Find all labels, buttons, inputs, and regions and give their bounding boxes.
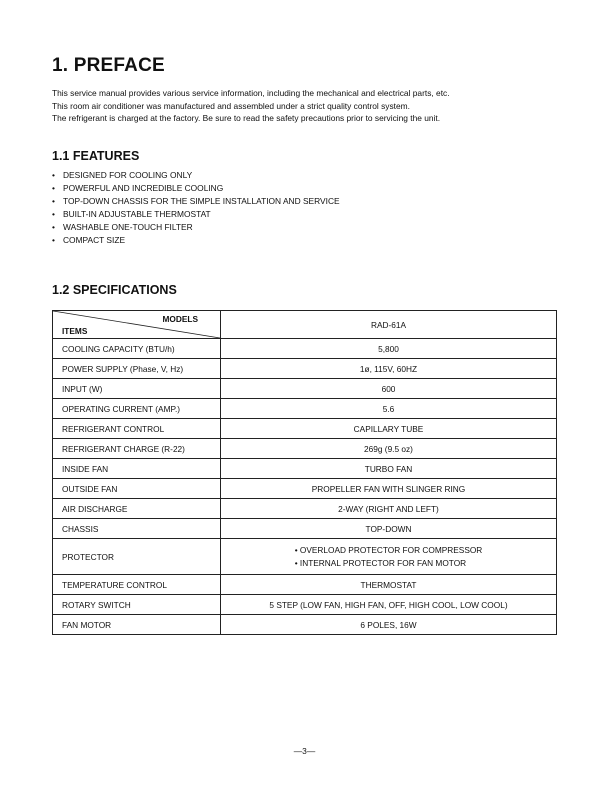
list-item: • INTERNAL PROTECTOR FOR FAN MOTOR: [294, 557, 467, 568]
spec-value: 1ø, 115V, 60HZ: [221, 359, 557, 379]
spec-item: OUTSIDE FAN: [53, 479, 221, 499]
list-item: • BUILT-IN ADJUSTABLE THERMOSTAT: [52, 209, 211, 219]
bullet-icon: •: [52, 222, 55, 232]
header-models-label: MODELS: [162, 314, 198, 324]
features-heading: 1.1 FEATURES: [52, 149, 140, 163]
spec-item: REFRIGERANT CONTROL: [53, 419, 221, 439]
spec-value: PROPELLER FAN WITH SLINGER RING: [221, 479, 557, 499]
intro-line: This room air conditioner was manufactured and assembled under a strict quality control system.: [52, 100, 410, 111]
table-row: [53, 459, 557, 479]
spec-value: 600: [221, 379, 557, 399]
spec-item: FAN MOTOR: [53, 615, 221, 635]
intro-paragraph: [52, 87, 572, 125]
spec-item: TEMPERATURE CONTROL: [53, 575, 221, 595]
table-row: [53, 359, 557, 379]
spec-value: CAPILLARY TUBE: [221, 419, 557, 439]
table-row: [53, 399, 557, 419]
table-header-row: [53, 311, 557, 339]
bullet-icon: •: [52, 183, 55, 193]
spec-item: REFRIGERANT CHARGE (R-22): [53, 439, 221, 459]
page-title: 1. PREFACE: [52, 55, 165, 76]
spec-item: POWER SUPPLY (Phase, V, Hz): [53, 359, 221, 379]
specifications-table: [52, 310, 557, 635]
table-row: [53, 499, 557, 519]
spec-item: PROTECTOR: [53, 539, 221, 575]
header-diagonal-cell: [53, 311, 221, 339]
list-item: • DESIGNED FOR COOLING ONLY: [52, 170, 193, 180]
list-item: • POWERFUL AND INCREDIBLE COOLING: [52, 183, 224, 193]
table-row: [53, 479, 557, 499]
spec-value: 5,800: [221, 339, 557, 359]
bullet-icon: •: [52, 170, 55, 180]
table-row: [53, 419, 557, 439]
spec-item: OPERATING CURRENT (AMP.): [53, 399, 221, 419]
list-item: • OVERLOAD PROTECTOR FOR COMPRESSOR: [294, 544, 483, 555]
features-list: [52, 169, 340, 247]
list-item: • TOP-DOWN CHASSIS FOR THE SIMPLE INSTALLATION AND SERVICE: [52, 196, 340, 206]
intro-line: This service manual provides various service information, including the mechanical and electrical parts, etc.: [52, 88, 450, 98]
spec-item: CHASSIS: [53, 519, 221, 539]
intro-line: The refrigerant is charged at the factory. Be sure to read the safety precautions prior to servicing the unit.: [52, 113, 441, 123]
model-name: RAD-61A: [221, 311, 557, 339]
spec-value: TURBO FAN: [221, 459, 557, 479]
table-row: [53, 615, 557, 635]
table-row: [53, 339, 557, 359]
table-row: [53, 439, 557, 459]
table-row: [53, 539, 557, 575]
table-row: [53, 575, 557, 595]
spec-item: INPUT (W): [53, 379, 221, 399]
bullet-icon: •: [52, 196, 55, 206]
list-item: • WASHABLE ONE-TOUCH FILTER: [52, 222, 193, 232]
bullet-icon: •: [52, 235, 55, 245]
spec-value: TOP-DOWN: [221, 519, 557, 539]
spec-item: AIR DISCHARGE: [53, 499, 221, 519]
spec-value: 5.6: [221, 399, 557, 419]
spec-item: COOLING CAPACITY (BTU/h): [53, 339, 221, 359]
header-items-label: ITEMS: [62, 326, 88, 336]
specifications-heading: 1.2 SPECIFICATIONS: [52, 283, 177, 297]
protector-list: [295, 544, 483, 570]
spec-item: INSIDE FAN: [53, 459, 221, 479]
spec-value: 5 STEP (LOW FAN, HIGH FAN, OFF, HIGH COOL, LOW COOL): [221, 595, 557, 615]
spec-value: THERMOSTAT: [221, 575, 557, 595]
table-row: [53, 595, 557, 615]
spec-value: 6 POLES, 16W: [221, 615, 557, 635]
table-row: [53, 519, 557, 539]
table-row: [53, 379, 557, 399]
list-item: • COMPACT SIZE: [52, 235, 126, 245]
spec-value: 269g (9.5 oz): [221, 439, 557, 459]
spec-value: 2-WAY (RIGHT AND LEFT): [221, 499, 557, 519]
spec-item: ROTARY SWITCH: [53, 595, 221, 615]
spec-value: [221, 539, 557, 575]
bullet-icon: •: [52, 209, 55, 219]
page-number: —3—: [293, 746, 316, 756]
